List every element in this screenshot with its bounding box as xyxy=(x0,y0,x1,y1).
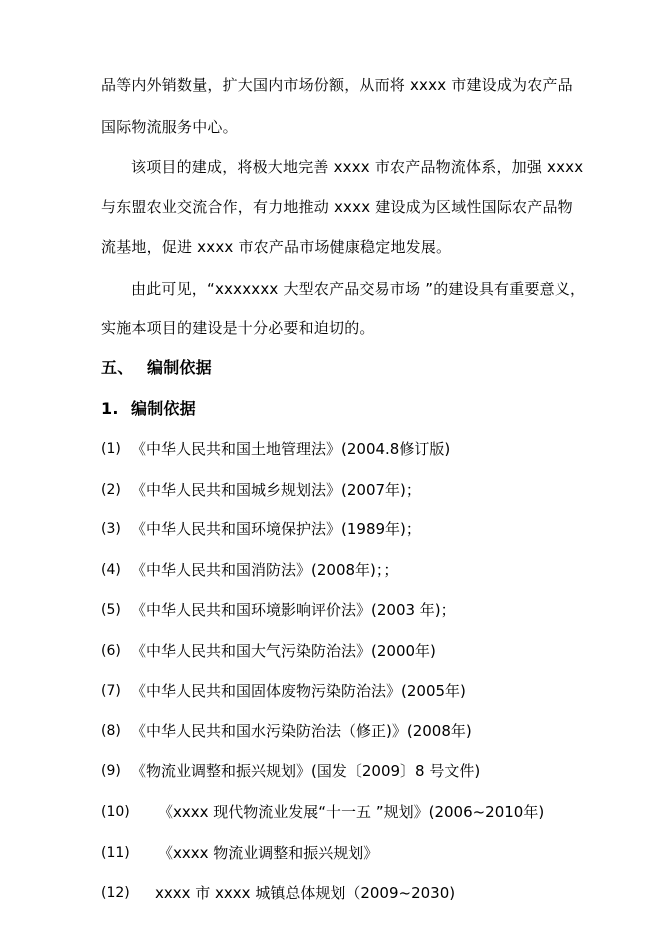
reference-text: xxxx 市 xxxx 城镇总体规划（2009~2030) xyxy=(155,884,456,902)
section-number: 五、 xyxy=(101,358,134,377)
reference-number: (10) xyxy=(101,804,130,820)
reference-number: (6) xyxy=(101,643,121,659)
reference-number: (3) xyxy=(101,521,121,537)
reference-number: (4) xyxy=(101,562,121,578)
paragraph-line: 国际物流服务中心。 xyxy=(101,118,238,136)
reference-text: 《中华人民共和国固体废物污染防治法》(2005年) xyxy=(131,682,466,700)
reference-number: (7) xyxy=(101,683,121,699)
reference-text: 《中华人民共和国城乡规划法》(2007年)； xyxy=(131,481,421,499)
reference-number: (5) xyxy=(101,602,121,618)
reference-number: (2) xyxy=(101,482,121,498)
reference-number: (11) xyxy=(101,845,130,861)
reference-text: 《中华人民共和国土地管理法》(2004.8修订版) xyxy=(131,440,451,458)
reference-number: (9) xyxy=(101,763,121,779)
reference-number: (12) xyxy=(101,885,130,901)
paragraph-line: 与东盟农业交流合作，有力地推动 xxxx 建设成为区域性国际农产品物 xyxy=(101,198,573,216)
reference-text: 《xxxx 物流业调整和振兴规划》 xyxy=(158,844,379,862)
subsection-number: 1. xyxy=(101,399,119,418)
paragraph-line: 由此可见，“xxxxxxx 大型农产品交易市场 ”的建设具有重要意义， xyxy=(131,280,586,298)
reference-text: 《xxxx 现代物流业发展“十一五 ”规划》(2006~2010年) xyxy=(158,803,545,821)
paragraph-line: 实施本项目的建设是十分必要和迫切的。 xyxy=(101,319,375,337)
subsection-title: 编制依据 xyxy=(131,399,196,418)
reference-text: 《中华人民共和国大气污染防治法》(2000年) xyxy=(131,642,436,660)
paragraph-line: 品等内外销数量，扩大国内市场份额，从而将 xxxx 市建设成为农产品 xyxy=(101,76,573,94)
reference-text: 《中华人民共和国环境保护法》(1989年)； xyxy=(131,520,421,538)
paragraph-line: 流基地，促进 xxxx 市农产品市场健康稳定地发展。 xyxy=(101,238,452,256)
section-title: 编制依据 xyxy=(147,358,212,377)
paragraph-line: 该项目的建成，将极大地完善 xxxx 市农产品物流体系，加强 xxxx xyxy=(131,158,584,176)
reference-number: (8) xyxy=(101,723,121,739)
reference-number: (1) xyxy=(101,441,121,457)
reference-text: 《物流业调整和振兴规划》(国发〔2009〕8 号文件) xyxy=(131,762,481,780)
reference-text: 《中华人民共和国消防法》(2008年)；； xyxy=(131,561,399,579)
reference-text: 《中华人民共和国水污染防治法（修正)》(2008年) xyxy=(131,722,472,740)
reference-text: 《中华人民共和国环境影响评价法》(2003 年)； xyxy=(131,601,456,619)
